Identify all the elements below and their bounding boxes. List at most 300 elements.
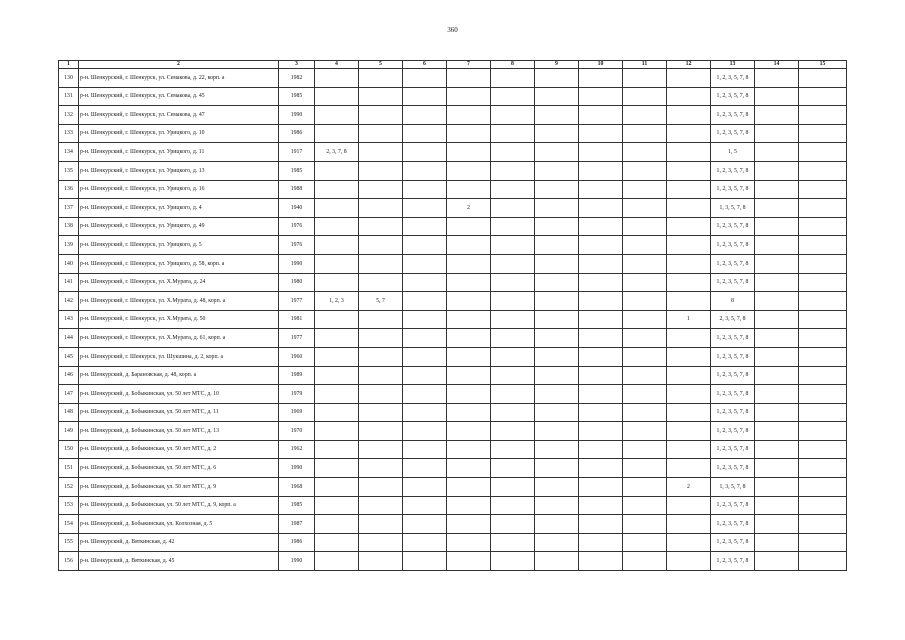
col-7-cell — [447, 329, 491, 348]
col-6-cell — [403, 478, 447, 497]
col-15-cell — [799, 496, 847, 515]
address-cell: р-н. Шенкурский, г. Шенкурск, ул. Урицкого, д. 13 — [79, 161, 279, 180]
row-number-cell: 142 — [59, 292, 79, 311]
col-14-cell — [755, 199, 799, 218]
address-cell: р-н. Шенкурский, г. Шенкурск, ул. Семакова, д. 22, корп. а — [79, 69, 279, 88]
col-6-cell — [403, 124, 447, 143]
col-5-cell — [359, 254, 403, 273]
col-11-cell — [623, 199, 667, 218]
table-row — [59, 199, 847, 218]
row-number-cell: 136 — [59, 180, 79, 199]
col-11-cell — [623, 236, 667, 255]
col-6-cell — [403, 552, 447, 571]
col-7-cell — [447, 459, 491, 478]
address-cell: р-н. Шенкурский, г. Шенкурск, ул. Семакова, д. 47 — [79, 106, 279, 125]
col-13-cell: 1, 2, 3, 5, 7, 8 — [711, 106, 755, 125]
col-7-cell — [447, 403, 491, 422]
col-12-cell — [667, 459, 711, 478]
col-15-cell — [799, 440, 847, 459]
address-cell: р-н. Шенкурский, г. Шенкурск, ул. Урицкого, д. 11 — [79, 143, 279, 162]
col-12-cell — [667, 69, 711, 88]
col-6-cell — [403, 217, 447, 236]
col-13-cell: 1, 2, 3, 5, 7, 8 — [711, 236, 755, 255]
table-row — [59, 515, 847, 534]
row-number-cell: 146 — [59, 366, 79, 385]
table-row — [59, 329, 847, 348]
col-15-cell — [799, 385, 847, 404]
col-6-cell — [403, 161, 447, 180]
address-cell: р-н. Шенкурский, г. Шенкурск, ул. Х.Мурата, д. 50 — [79, 310, 279, 329]
col-12-cell: 1 — [667, 310, 711, 329]
row-number-cell: 148 — [59, 403, 79, 422]
col-8-cell — [491, 403, 535, 422]
col-15-cell — [799, 180, 847, 199]
col-5-cell — [359, 403, 403, 422]
col-12-cell — [667, 236, 711, 255]
col-6-cell — [403, 143, 447, 162]
col-6-cell — [403, 273, 447, 292]
col-13-cell: 1, 2, 3, 5, 7, 8 — [711, 366, 755, 385]
address-cell: р-н. Шенкурский, г. Шенкурск, ул. Урицкого, д. 16 — [79, 180, 279, 199]
col-15-cell — [799, 254, 847, 273]
col-12-cell — [667, 292, 711, 311]
row-number-cell: 138 — [59, 217, 79, 236]
column-header: 1 — [59, 61, 79, 69]
col-8-cell — [491, 236, 535, 255]
col-10-cell — [579, 403, 623, 422]
row-number-cell: 150 — [59, 440, 79, 459]
address-cell: р-н. Шенкурский, г. Шенкурск, ул. Урицкого, д. 49 — [79, 217, 279, 236]
column-header: 7 — [447, 61, 491, 69]
year-cell: 1976 — [279, 217, 315, 236]
row-number-cell: 147 — [59, 385, 79, 404]
col-12-cell — [667, 440, 711, 459]
col-6-cell — [403, 533, 447, 552]
col-6-cell — [403, 69, 447, 88]
row-number-cell: 131 — [59, 87, 79, 106]
row-number-cell: 140 — [59, 254, 79, 273]
address-cell: р-н. Шенкурский, г. Шенкурск, ул. Х.Мурата, д. 48, корп. а — [79, 292, 279, 311]
col-13-cell: 1, 2, 3, 5, 7, 8 — [711, 496, 755, 515]
table-row — [59, 87, 847, 106]
col-4-cell — [315, 69, 359, 88]
col-15-cell — [799, 273, 847, 292]
col-13-cell: 1, 2, 3, 5, 7, 8 — [711, 180, 755, 199]
year-cell: 1985 — [279, 161, 315, 180]
column-header: 13 — [711, 61, 755, 69]
col-8-cell — [491, 515, 535, 534]
row-number-cell: 151 — [59, 459, 79, 478]
col-7-cell — [447, 385, 491, 404]
col-12-cell — [667, 552, 711, 571]
col-14-cell — [755, 180, 799, 199]
col-13-cell: 2, 3, 5, 7, 8 — [711, 310, 755, 329]
col-15-cell — [799, 422, 847, 441]
col-5-cell — [359, 459, 403, 478]
col-12-cell — [667, 180, 711, 199]
col-11-cell — [623, 329, 667, 348]
year-cell: 1968 — [279, 478, 315, 497]
col-4-cell — [315, 254, 359, 273]
year-cell: 1976 — [279, 236, 315, 255]
col-7-cell — [447, 87, 491, 106]
col-15-cell — [799, 143, 847, 162]
col-5-cell — [359, 422, 403, 441]
col-7-cell — [447, 69, 491, 88]
housing-table — [58, 60, 847, 571]
col-7-cell — [447, 124, 491, 143]
col-4-cell: 1, 2, 3 — [315, 292, 359, 311]
col-5-cell — [359, 496, 403, 515]
col-14-cell — [755, 347, 799, 366]
col-11-cell — [623, 496, 667, 515]
col-7-cell — [447, 254, 491, 273]
column-header: 5 — [359, 61, 403, 69]
col-8-cell — [491, 143, 535, 162]
col-9-cell — [535, 329, 579, 348]
col-9-cell — [535, 236, 579, 255]
col-10-cell — [579, 310, 623, 329]
col-6-cell — [403, 254, 447, 273]
col-9-cell — [535, 69, 579, 88]
col-13-cell: 1, 2, 3, 5, 7, 8 — [711, 254, 755, 273]
address-cell: р-н. Шенкурский, г. Шенкурск, ул. Урицкого, д. 58, корп. а — [79, 254, 279, 273]
column-header: 8 — [491, 61, 535, 69]
col-10-cell — [579, 347, 623, 366]
col-10-cell — [579, 236, 623, 255]
col-11-cell — [623, 217, 667, 236]
col-15-cell — [799, 69, 847, 88]
col-11-cell — [623, 292, 667, 311]
year-cell: 1990 — [279, 459, 315, 478]
col-14-cell — [755, 459, 799, 478]
col-4-cell — [315, 236, 359, 255]
col-14-cell — [755, 385, 799, 404]
col-6-cell — [403, 403, 447, 422]
table-row — [59, 217, 847, 236]
column-header: 6 — [403, 61, 447, 69]
address-cell: р-н. Шенкурский, д. Барановская, д. 48, корп. а — [79, 366, 279, 385]
year-cell: 1986 — [279, 124, 315, 143]
col-12-cell — [667, 106, 711, 125]
col-11-cell — [623, 440, 667, 459]
header-row — [59, 61, 847, 69]
year-cell: 1917 — [279, 143, 315, 162]
col-7-cell — [447, 552, 491, 571]
col-9-cell — [535, 87, 579, 106]
col-15-cell — [799, 87, 847, 106]
col-6-cell — [403, 236, 447, 255]
table-row — [59, 440, 847, 459]
year-cell: 1982 — [279, 69, 315, 88]
col-6-cell — [403, 87, 447, 106]
row-number-cell: 154 — [59, 515, 79, 534]
col-4-cell — [315, 199, 359, 218]
col-9-cell — [535, 180, 579, 199]
col-8-cell — [491, 254, 535, 273]
col-5-cell: 5, 7 — [359, 292, 403, 311]
col-9-cell — [535, 106, 579, 125]
col-4-cell — [315, 180, 359, 199]
col-13-cell: 1, 2, 3, 5, 7, 8 — [711, 217, 755, 236]
year-cell: 1940 — [279, 199, 315, 218]
col-14-cell — [755, 236, 799, 255]
col-4-cell — [315, 422, 359, 441]
col-4-cell — [315, 366, 359, 385]
col-7-cell — [447, 347, 491, 366]
col-8-cell — [491, 422, 535, 441]
col-9-cell — [535, 347, 579, 366]
col-12-cell — [667, 161, 711, 180]
col-15-cell — [799, 552, 847, 571]
col-14-cell — [755, 161, 799, 180]
col-4-cell — [315, 515, 359, 534]
col-12-cell — [667, 533, 711, 552]
col-11-cell — [623, 273, 667, 292]
row-number-cell: 133 — [59, 124, 79, 143]
table-row — [59, 143, 847, 162]
col-9-cell — [535, 310, 579, 329]
col-13-cell: 1, 2, 3, 5, 7, 8 — [711, 273, 755, 292]
col-14-cell — [755, 310, 799, 329]
col-10-cell — [579, 87, 623, 106]
col-9-cell — [535, 459, 579, 478]
col-5-cell — [359, 87, 403, 106]
col-4-cell — [315, 478, 359, 497]
col-9-cell — [535, 403, 579, 422]
col-4-cell — [315, 329, 359, 348]
col-15-cell — [799, 478, 847, 497]
row-number-cell: 156 — [59, 552, 79, 571]
col-10-cell — [579, 143, 623, 162]
col-7-cell — [447, 366, 491, 385]
address-cell: р-н. Шенкурский, д. Бобыкинская, ул. 50 лет МТС, д. 11 — [79, 403, 279, 422]
col-4-cell — [315, 459, 359, 478]
col-8-cell — [491, 366, 535, 385]
col-10-cell — [579, 366, 623, 385]
col-5-cell — [359, 310, 403, 329]
col-14-cell — [755, 292, 799, 311]
row-number-cell: 141 — [59, 273, 79, 292]
col-14-cell — [755, 422, 799, 441]
col-15-cell — [799, 217, 847, 236]
col-10-cell — [579, 292, 623, 311]
col-15-cell — [799, 106, 847, 125]
table-row — [59, 292, 847, 311]
col-9-cell — [535, 217, 579, 236]
col-12-cell: 2 — [667, 478, 711, 497]
col-13-cell: 1, 2, 3, 5, 7, 8 — [711, 440, 755, 459]
col-13-cell: 1, 5 — [711, 143, 755, 162]
table-row — [59, 422, 847, 441]
col-11-cell — [623, 385, 667, 404]
col-12-cell — [667, 403, 711, 422]
row-number-cell: 153 — [59, 496, 79, 515]
col-6-cell — [403, 329, 447, 348]
col-5-cell — [359, 143, 403, 162]
col-4-cell — [315, 552, 359, 571]
col-8-cell — [491, 124, 535, 143]
column-header: 10 — [579, 61, 623, 69]
col-10-cell — [579, 385, 623, 404]
col-5-cell — [359, 273, 403, 292]
col-5-cell — [359, 329, 403, 348]
year-cell: 1981 — [279, 310, 315, 329]
col-6-cell — [403, 366, 447, 385]
year-cell: 1969 — [279, 403, 315, 422]
col-10-cell — [579, 515, 623, 534]
year-cell: 1990 — [279, 552, 315, 571]
col-13-cell: 1, 2, 3, 5, 7, 8 — [711, 385, 755, 404]
address-cell: р-н. Шенкурский, д. Бобыкинская, ул. 50 лет МТС, д. 6 — [79, 459, 279, 478]
col-6-cell — [403, 199, 447, 218]
col-8-cell — [491, 199, 535, 218]
col-15-cell — [799, 366, 847, 385]
col-4-cell — [315, 403, 359, 422]
col-14-cell — [755, 124, 799, 143]
col-11-cell — [623, 478, 667, 497]
col-9-cell — [535, 199, 579, 218]
col-13-cell: 1, 2, 3, 5, 7, 8 — [711, 161, 755, 180]
year-cell: 1985 — [279, 87, 315, 106]
address-cell: р-н. Шенкурский, г. Шенкурск, ул. Х.Мурата, д. 24 — [79, 273, 279, 292]
col-10-cell — [579, 533, 623, 552]
col-11-cell — [623, 180, 667, 199]
address-cell: р-н. Шенкурский, г. Шенкурск, ул. Семакова, д. 45 — [79, 87, 279, 106]
col-5-cell — [359, 440, 403, 459]
column-header: 3 — [279, 61, 315, 69]
col-7-cell — [447, 478, 491, 497]
col-4-cell — [315, 273, 359, 292]
col-10-cell — [579, 440, 623, 459]
col-8-cell — [491, 69, 535, 88]
table-row — [59, 496, 847, 515]
col-7-cell: 2 — [447, 199, 491, 218]
col-15-cell — [799, 310, 847, 329]
col-15-cell — [799, 199, 847, 218]
col-7-cell — [447, 496, 491, 515]
table-row — [59, 236, 847, 255]
col-9-cell — [535, 143, 579, 162]
col-14-cell — [755, 366, 799, 385]
col-9-cell — [535, 422, 579, 441]
table-row — [59, 478, 847, 497]
col-7-cell — [447, 310, 491, 329]
row-number-cell: 139 — [59, 236, 79, 255]
col-13-cell: 1, 2, 3, 5, 7, 8 — [711, 533, 755, 552]
col-7-cell — [447, 217, 491, 236]
table-row — [59, 161, 847, 180]
table-row — [59, 459, 847, 478]
year-cell: 1985 — [279, 496, 315, 515]
col-8-cell — [491, 478, 535, 497]
table-row — [59, 347, 847, 366]
table-row — [59, 310, 847, 329]
col-10-cell — [579, 552, 623, 571]
table-row — [59, 180, 847, 199]
col-7-cell — [447, 273, 491, 292]
col-10-cell — [579, 478, 623, 497]
col-6-cell — [403, 440, 447, 459]
column-header: 14 — [755, 61, 799, 69]
address-cell: р-н. Шенкурский, д. Бобыкинская, ул. 50 лет МТС, д. 9, корп. а — [79, 496, 279, 515]
col-10-cell — [579, 329, 623, 348]
col-11-cell — [623, 403, 667, 422]
col-5-cell — [359, 478, 403, 497]
col-15-cell — [799, 403, 847, 422]
year-cell: 1977 — [279, 329, 315, 348]
col-12-cell — [667, 254, 711, 273]
col-12-cell — [667, 87, 711, 106]
col-12-cell — [667, 217, 711, 236]
col-6-cell — [403, 310, 447, 329]
col-12-cell — [667, 366, 711, 385]
col-4-cell — [315, 161, 359, 180]
col-8-cell — [491, 87, 535, 106]
col-4-cell — [315, 217, 359, 236]
year-cell: 1988 — [279, 180, 315, 199]
row-number-cell: 149 — [59, 422, 79, 441]
col-9-cell — [535, 366, 579, 385]
column-header: 15 — [799, 61, 847, 69]
col-7-cell — [447, 292, 491, 311]
col-8-cell — [491, 329, 535, 348]
col-9-cell — [535, 478, 579, 497]
col-13-cell: 1, 2, 3, 5, 7, 8 — [711, 347, 755, 366]
col-14-cell — [755, 69, 799, 88]
col-11-cell — [623, 161, 667, 180]
col-5-cell — [359, 366, 403, 385]
row-number-cell: 132 — [59, 106, 79, 125]
row-number-cell: 152 — [59, 478, 79, 497]
col-9-cell — [535, 292, 579, 311]
col-7-cell — [447, 422, 491, 441]
col-15-cell — [799, 329, 847, 348]
col-5-cell — [359, 515, 403, 534]
col-7-cell — [447, 440, 491, 459]
year-cell: 1990 — [279, 254, 315, 273]
col-6-cell — [403, 459, 447, 478]
col-14-cell — [755, 552, 799, 571]
col-4-cell — [315, 533, 359, 552]
col-11-cell — [623, 87, 667, 106]
col-12-cell — [667, 199, 711, 218]
address-cell: р-н. Шенкурский, д. Вяткинская, д. 45 — [79, 552, 279, 571]
col-9-cell — [535, 533, 579, 552]
table-row — [59, 403, 847, 422]
column-header: 4 — [315, 61, 359, 69]
col-8-cell — [491, 552, 535, 571]
col-11-cell — [623, 533, 667, 552]
year-cell: 1989 — [279, 366, 315, 385]
col-5-cell — [359, 180, 403, 199]
address-cell: р-н. Шенкурский, г. Шенкурск, ул. Урицкого, д. 4 — [79, 199, 279, 218]
col-9-cell — [535, 161, 579, 180]
col-6-cell — [403, 180, 447, 199]
table-row — [59, 273, 847, 292]
col-6-cell — [403, 515, 447, 534]
col-7-cell — [447, 515, 491, 534]
year-cell: 1970 — [279, 422, 315, 441]
col-14-cell — [755, 496, 799, 515]
col-15-cell — [799, 347, 847, 366]
col-6-cell — [403, 422, 447, 441]
col-11-cell — [623, 422, 667, 441]
col-13-cell: 1, 2, 3, 5, 7, 8 — [711, 459, 755, 478]
col-6-cell — [403, 496, 447, 515]
col-12-cell — [667, 124, 711, 143]
col-5-cell — [359, 161, 403, 180]
